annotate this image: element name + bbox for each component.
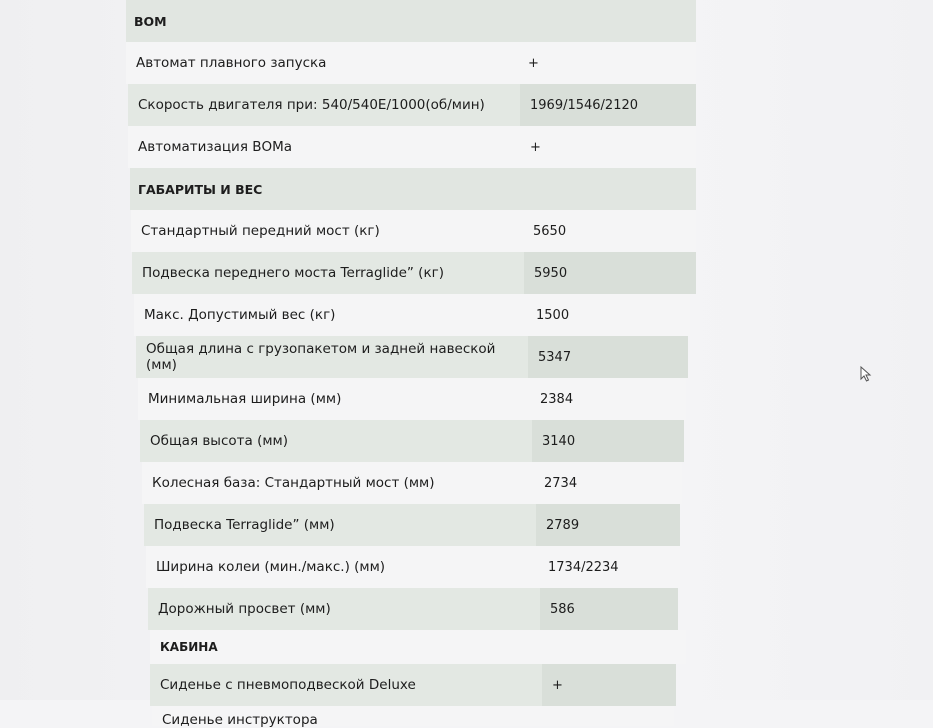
table-row — [128, 84, 696, 126]
row-label: Общая высота (мм) — [140, 420, 532, 462]
row-label: Автомат плавного запуска — [126, 42, 518, 84]
table-row — [138, 378, 686, 420]
table-row — [140, 420, 684, 462]
row-value: 2789 — [536, 504, 680, 546]
row-label: Сиденье с пневмоподвеской Deluxe — [150, 664, 542, 706]
table-row — [146, 546, 680, 588]
table-row — [142, 462, 682, 504]
spec-table — [126, 0, 696, 726]
row-label: Автоматизация ВОМа — [128, 126, 520, 168]
table-row — [128, 126, 696, 168]
table-row — [136, 336, 688, 378]
row-value: + — [542, 664, 676, 706]
row-value: 5950 — [524, 252, 696, 294]
row-value: + — [520, 126, 696, 168]
section-title-dimensions: ГАБАРИТЫ И ВЕС — [138, 181, 263, 197]
row-value: 2734 — [534, 462, 682, 504]
mouse-pointer-icon — [860, 366, 872, 382]
table-row — [134, 294, 690, 336]
section-title-cab: КАБИНА — [160, 640, 218, 654]
row-label: Подвеска Terraglide” (мм) — [144, 504, 536, 546]
row-value: 1734/2234 — [538, 546, 680, 588]
row-label: Скорость двигателя при: 540/540E/1000(об/мин) — [128, 84, 520, 126]
section-header-pto — [126, 0, 696, 42]
row-value: 5347 — [528, 336, 688, 378]
row-label: Стандартный передний мост (кг) — [131, 210, 523, 252]
row-label: Макс. Допустимый вес (кг) — [134, 294, 526, 336]
table-row — [126, 42, 696, 84]
table-row — [131, 210, 696, 252]
row-value: 5650 — [523, 210, 696, 252]
row-value: 1969/1546/2120 — [520, 84, 696, 126]
row-label: Ширина колеи (мин./макс.) (мм) — [146, 546, 538, 588]
row-label: Сиденье инструктора — [152, 706, 544, 726]
table-row — [132, 252, 696, 294]
section-title-pto: ВОМ — [134, 13, 167, 29]
row-value — [544, 706, 674, 726]
row-label: Общая длина с грузопакетом и задней навеской (мм) — [136, 336, 528, 378]
section-header-cab — [150, 630, 686, 664]
row-label: Колесная база: Стандартный мост (мм) — [142, 462, 534, 504]
row-value: 1500 — [526, 294, 690, 336]
table-row — [150, 664, 676, 706]
row-value: + — [518, 42, 696, 84]
table-row — [148, 588, 678, 630]
row-label: Подвеска переднего моста Terraglide” (кг) — [132, 252, 524, 294]
table-row — [152, 706, 674, 726]
section-header-dimensions — [130, 168, 696, 210]
row-value: 3140 — [532, 420, 684, 462]
row-label: Минимальная ширина (мм) — [138, 378, 530, 420]
row-value: 2384 — [530, 378, 686, 420]
table-row — [144, 504, 680, 546]
row-value: 586 — [540, 588, 678, 630]
row-label: Дорожный просвет (мм) — [148, 588, 540, 630]
